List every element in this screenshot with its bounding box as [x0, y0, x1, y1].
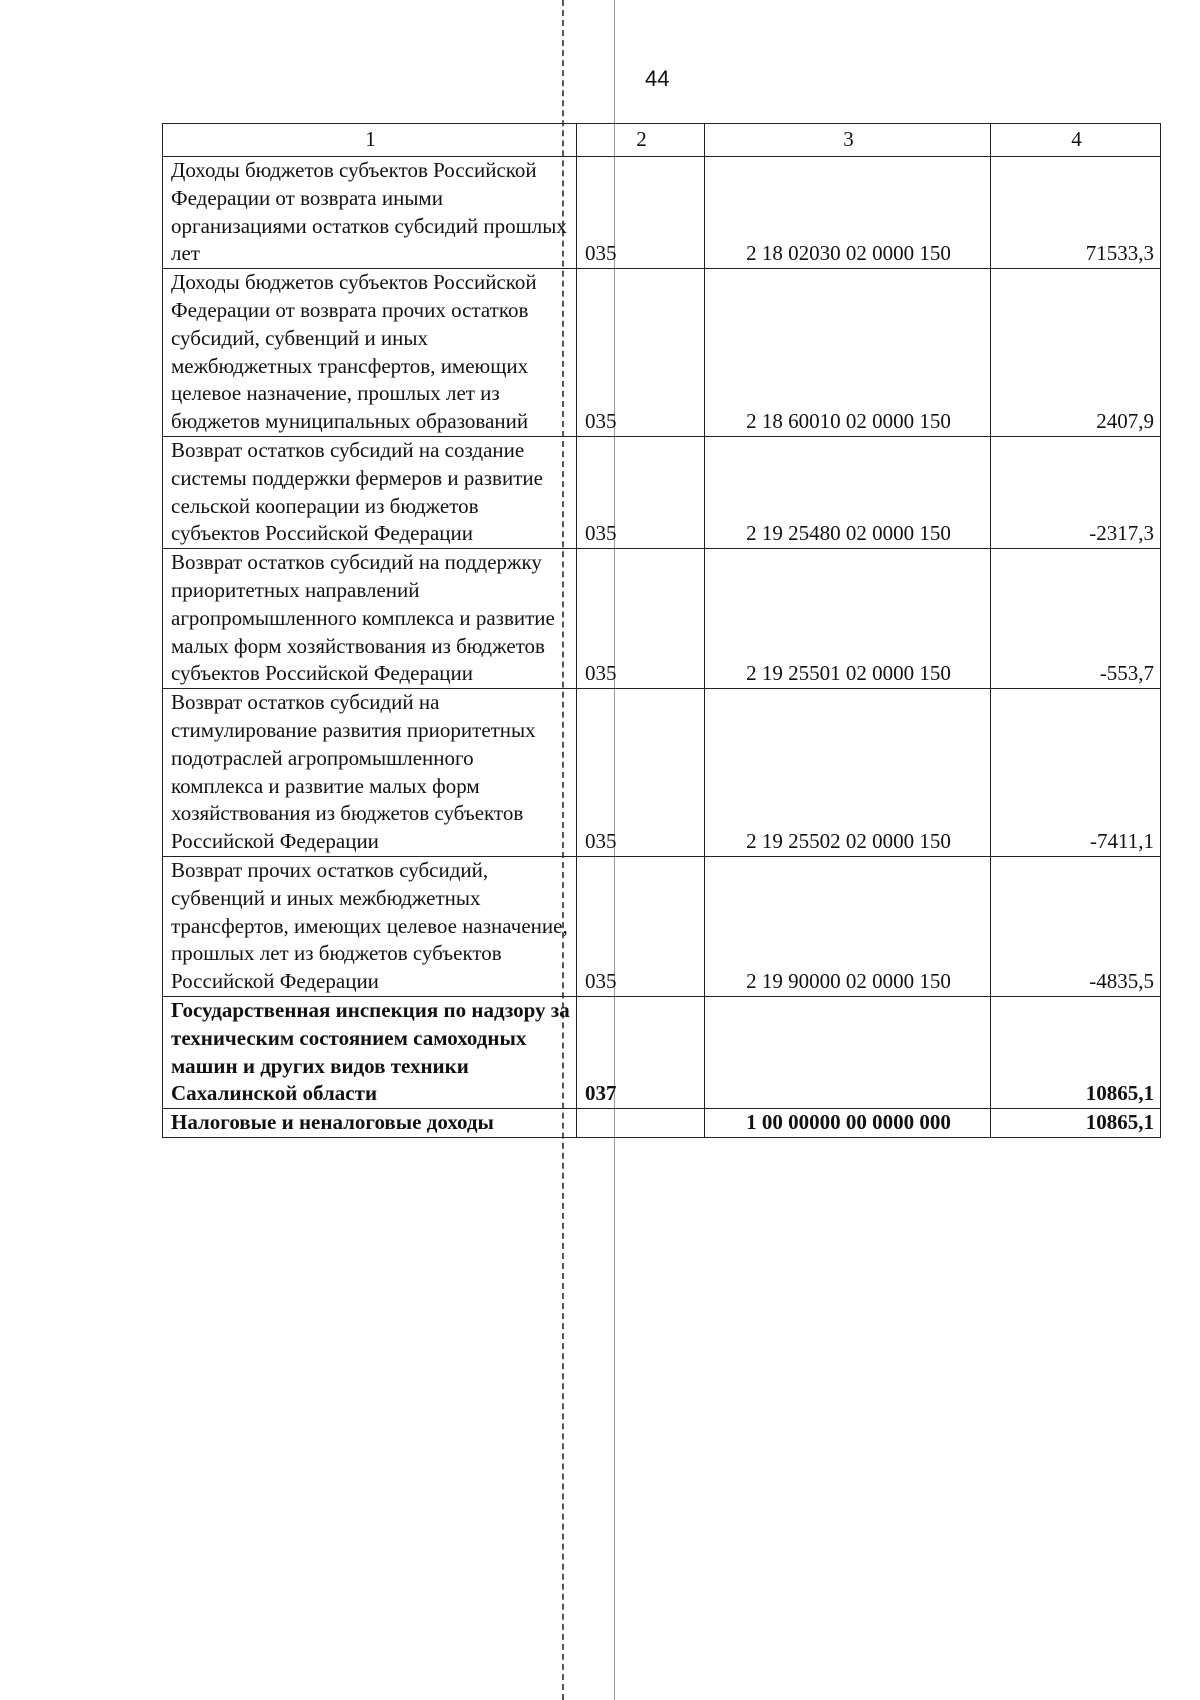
- column-header-1: 1: [163, 124, 577, 157]
- amount-cell: 10865,1: [991, 1109, 1161, 1138]
- table-header-row: [163, 124, 1161, 157]
- column-header-3: 3: [705, 124, 991, 157]
- budget-code-cell: 2 18 60010 02 0000 150: [705, 269, 991, 437]
- amount-cell: -7411,1: [991, 689, 1161, 857]
- table-row: [163, 996, 1161, 1108]
- admin-code-cell: 035: [577, 549, 705, 689]
- budget-code-cell: [705, 996, 991, 1108]
- revenue-name-cell: Налоговые и неналоговые доходы: [163, 1109, 577, 1138]
- table-row: [163, 549, 1161, 689]
- admin-code-cell: 037: [577, 996, 705, 1108]
- budget-code-cell: 2 19 25480 02 0000 150: [705, 436, 991, 548]
- amount-cell: -553,7: [991, 549, 1161, 689]
- admin-code-cell: 035: [577, 157, 705, 269]
- admin-code-cell: 035: [577, 689, 705, 857]
- admin-code-cell: 035: [577, 436, 705, 548]
- admin-code-cell: 035: [577, 269, 705, 437]
- column-header-4: 4: [991, 124, 1161, 157]
- revenue-name-cell: Доходы бюджетов субъектов Российской Федерации от возврата прочих остатков субсидий, субвенций и иных межбюджетных трансфертов, имеющих целевое назначение, прошлых лет из бюджетов муниципальных образований: [163, 269, 577, 437]
- budget-code-cell: 2 19 90000 02 0000 150: [705, 856, 991, 996]
- admin-code-cell: [577, 1109, 705, 1138]
- column-header-2: 2: [577, 124, 705, 157]
- budget-code-cell: 1 00 00000 00 0000 000: [705, 1109, 991, 1138]
- budget-code-cell: 2 19 25501 02 0000 150: [705, 549, 991, 689]
- admin-code-cell: 035: [577, 856, 705, 996]
- amount-cell: 2407,9: [991, 269, 1161, 437]
- revenue-name-cell: Государственная инспекция по надзору за техническим состоянием самоходных машин и других видов техники Сахалинской области: [163, 996, 577, 1108]
- table-row: [163, 157, 1161, 269]
- amount-cell: 10865,1: [991, 996, 1161, 1108]
- table-row: [163, 1109, 1161, 1138]
- table-row: [163, 856, 1161, 996]
- revenue-name-cell: Возврат прочих остатков субсидий, субвенций и иных межбюджетных трансфертов, имеющих целевое назначение, прошлых лет из бюджетов субъектов Российской Федерации: [163, 856, 577, 996]
- budget-table: [162, 123, 1161, 1138]
- amount-cell: -4835,5: [991, 856, 1161, 996]
- page-number: 44: [645, 66, 670, 91]
- budget-code-cell: 2 19 25502 02 0000 150: [705, 689, 991, 857]
- revenue-name-cell: Возврат остатков субсидий на стимулирование развития приоритетных подотраслей агропромышленного комплекса и развитие малых форм хозяйствования из бюджетов субъектов Российской Федерации: [163, 689, 577, 857]
- revenue-name-cell: Возврат остатков субсидий на создание системы поддержки фермеров и развитие сельской кооперации из бюджетов субъектов Российской Федерации: [163, 436, 577, 548]
- budget-code-cell: 2 18 02030 02 0000 150: [705, 157, 991, 269]
- revenue-name-cell: Возврат остатков субсидий на поддержку приоритетных направлений агропромышленного комплекса и развитие малых форм хозяйствования из бюджетов субъектов Российской Федерации: [163, 549, 577, 689]
- table-row: [163, 269, 1161, 437]
- table-row: [163, 689, 1161, 857]
- revenue-name-cell: Доходы бюджетов субъектов Российской Федерации от возврата иными организациями остатков субсидий прошлых лет: [163, 157, 577, 269]
- amount-cell: -2317,3: [991, 436, 1161, 548]
- table-row: [163, 436, 1161, 548]
- amount-cell: 71533,3: [991, 157, 1161, 269]
